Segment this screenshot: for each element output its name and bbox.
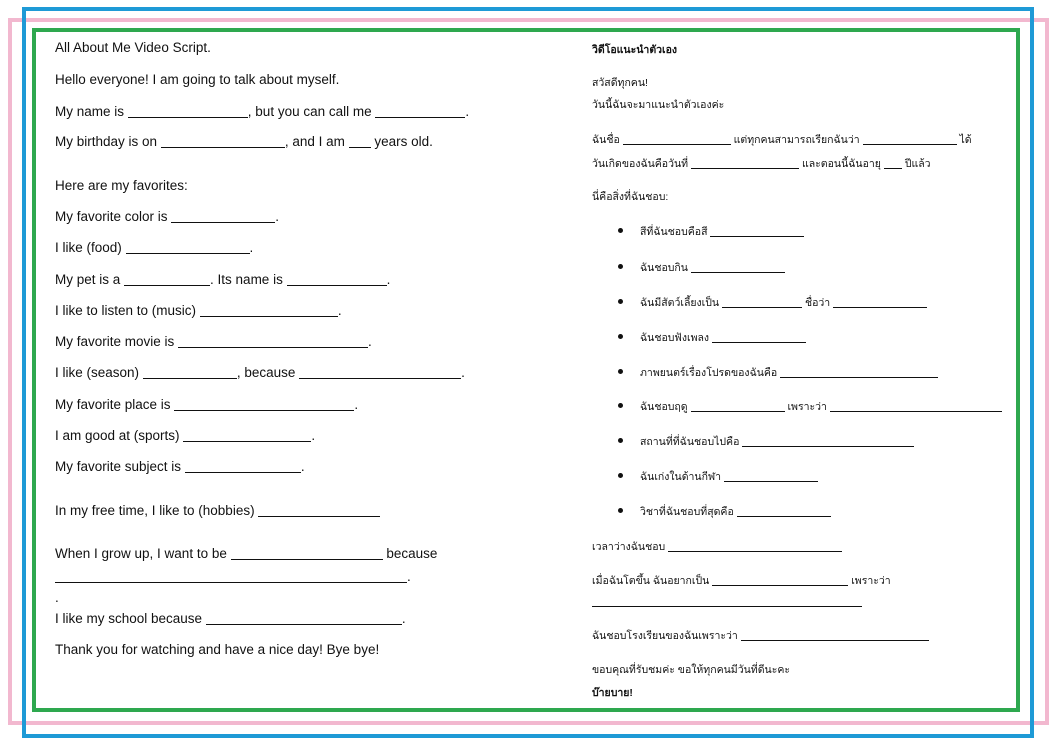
age-label: , and I am bbox=[284, 134, 345, 149]
thai-sports-blank[interactable] bbox=[724, 480, 818, 482]
thai-season-label: ฉันชอบฤดู bbox=[640, 401, 688, 413]
nickname-label: , but you can call me bbox=[247, 104, 372, 119]
sports-label: I am good at (sports) bbox=[55, 428, 180, 443]
food-label: I like (food) bbox=[55, 240, 122, 255]
movie-period: . bbox=[368, 334, 372, 349]
music-line bbox=[55, 303, 342, 318]
name-blank[interactable] bbox=[128, 116, 248, 118]
place-period: . bbox=[354, 397, 359, 412]
thai-birthday-line bbox=[592, 155, 931, 172]
grow-up-line bbox=[55, 546, 437, 561]
thai-season-because-label: เพราะว่า bbox=[787, 401, 827, 413]
thai-food-blank[interactable] bbox=[691, 271, 785, 273]
pet-blank[interactable] bbox=[124, 284, 210, 286]
thai-grow-up-blank[interactable] bbox=[712, 584, 848, 586]
pet-name-label: . Its name is bbox=[210, 272, 283, 287]
school-blank[interactable] bbox=[206, 623, 402, 625]
thai-grow-up-reason-blank[interactable] bbox=[592, 605, 862, 607]
movie-label: My favorite movie is bbox=[55, 334, 175, 349]
thai-subject-label: วิชาที่ฉันชอบที่สุดคือ bbox=[640, 506, 734, 518]
thai-name-line bbox=[592, 131, 972, 148]
closing-line: Thank you for watching and have a nice day! Bye bye! bbox=[55, 642, 380, 657]
sports-blank[interactable] bbox=[183, 440, 311, 442]
season-blank[interactable] bbox=[143, 377, 237, 379]
school-line bbox=[55, 611, 406, 626]
color-period: . bbox=[275, 209, 280, 224]
thai-season-reason-blank[interactable] bbox=[830, 410, 1002, 412]
pet-name-blank[interactable] bbox=[287, 284, 387, 286]
favorites-heading: Here are my favorites: bbox=[55, 178, 188, 193]
thai-food-item bbox=[640, 259, 785, 276]
thai-name-blank[interactable] bbox=[623, 143, 731, 145]
thai-place-item bbox=[640, 433, 914, 450]
thai-sports-label: ฉันเก่งในด้านกีฬา bbox=[640, 471, 722, 483]
thai-color-blank[interactable] bbox=[710, 235, 804, 237]
place-blank[interactable] bbox=[174, 409, 354, 411]
grow-up-blank[interactable] bbox=[231, 558, 383, 560]
season-because-label: , because bbox=[236, 365, 296, 380]
name-line bbox=[55, 104, 469, 119]
birthday-line bbox=[55, 134, 433, 149]
stray-dot: . bbox=[55, 590, 59, 605]
grow-up-reason-blank[interactable] bbox=[55, 581, 407, 583]
movie-blank[interactable] bbox=[178, 346, 368, 348]
thai-years-label: ปีแล้ว bbox=[904, 158, 931, 170]
thai-birthday-blank[interactable] bbox=[691, 167, 799, 169]
pet-period: . bbox=[386, 272, 391, 287]
season-line bbox=[55, 365, 465, 380]
music-period: . bbox=[337, 303, 342, 318]
english-title: All About Me Video Script. bbox=[55, 40, 211, 55]
thai-color-item bbox=[640, 223, 804, 240]
sports-line bbox=[55, 428, 315, 443]
age-blank[interactable] bbox=[349, 146, 371, 148]
grow-up-reason-line bbox=[55, 569, 411, 584]
thai-place-blank[interactable] bbox=[742, 445, 914, 447]
thai-sports-item bbox=[640, 468, 818, 485]
thai-music-blank[interactable] bbox=[712, 341, 806, 343]
hobbies-line bbox=[55, 503, 380, 518]
thai-title: วิดีโอแนะนำตัวเอง bbox=[592, 44, 678, 56]
school-period: . bbox=[401, 611, 406, 626]
thai-movie-label: ภาพยนตร์เรื่องโปรดของฉันคือ bbox=[640, 367, 778, 379]
sports-period: . bbox=[311, 428, 316, 443]
thai-greeting: สวัสดีทุกคน! bbox=[592, 77, 648, 89]
thai-pet-name-label: ชื่อว่า bbox=[804, 297, 831, 309]
thai-grow-up-because-label: เพราะว่า bbox=[851, 575, 891, 587]
thai-pet-item bbox=[640, 294, 927, 311]
food-period: . bbox=[249, 240, 254, 255]
thai-grow-up-label: เมื่อฉันโตขึ้น ฉันอยากเป็น bbox=[592, 575, 710, 587]
thai-name-label: ฉันชื่อ bbox=[592, 134, 620, 146]
thai-food-label: ฉันชอบกิน bbox=[640, 262, 688, 274]
season-period: . bbox=[461, 365, 465, 380]
thai-hobbies-blank[interactable] bbox=[668, 550, 842, 552]
thai-pet-name-blank[interactable] bbox=[833, 306, 927, 308]
thai-music-label: ฉันชอบฟังเพลง bbox=[640, 332, 710, 344]
color-blank[interactable] bbox=[171, 221, 275, 223]
years-old-label: years old. bbox=[374, 134, 433, 149]
season-label: I like (season) bbox=[55, 365, 140, 380]
place-label: My favorite place is bbox=[55, 397, 171, 412]
subject-label: My favorite subject is bbox=[55, 459, 182, 474]
color-line bbox=[55, 209, 279, 224]
movie-line bbox=[55, 334, 372, 349]
thai-school-blank[interactable] bbox=[741, 639, 929, 641]
thai-season-item bbox=[640, 398, 1002, 415]
pet-label: My pet is a bbox=[55, 272, 121, 287]
grow-up-period: . bbox=[407, 569, 411, 584]
music-label: I like to listen to (music) bbox=[55, 303, 197, 318]
thai-school-label: ฉันชอบโรงเรียนของฉันเพราะว่า bbox=[592, 630, 738, 642]
thai-intro: วันนี้ฉันจะมาแนะนำตัวเองค่ะ bbox=[592, 99, 725, 111]
thai-nickname-blank[interactable] bbox=[863, 143, 957, 145]
birthday-label: My birthday is on bbox=[55, 134, 158, 149]
thai-birthday-label: วันเกิดของฉันคือวันที่ bbox=[592, 158, 689, 170]
thai-grow-up-reason-line bbox=[592, 596, 862, 608]
subject-period: . bbox=[300, 459, 305, 474]
subject-line bbox=[55, 459, 305, 474]
thai-place-label: สถานที่ที่ฉันชอบไปคือ bbox=[640, 436, 740, 448]
thai-thanks-line: ขอบคุณที่รับชมค่ะ ขอให้ทุกคนมีวันที่ดีนะคะ bbox=[592, 664, 790, 676]
thai-movie-item bbox=[640, 364, 938, 381]
english-intro: Hello everyone! I am going to talk about myself. bbox=[55, 72, 340, 87]
subject-blank[interactable] bbox=[185, 471, 301, 473]
name-period: . bbox=[465, 104, 470, 119]
thai-favorites-heading: นี่คือสิ่งที่ฉันชอบ: bbox=[592, 191, 669, 203]
color-label: My favorite color is bbox=[55, 209, 168, 224]
thai-name-end: ได้ bbox=[959, 134, 972, 146]
thai-season-blank[interactable] bbox=[691, 410, 785, 412]
thai-hobbies-label: เวลาว่างฉันชอบ bbox=[592, 541, 666, 553]
food-blank[interactable] bbox=[126, 252, 250, 254]
grow-up-label: When I grow up, I want to be bbox=[55, 546, 227, 561]
food-line bbox=[55, 240, 253, 255]
hobbies-label: In my free time, I like to (hobbies) bbox=[55, 503, 255, 518]
season-reason-blank[interactable] bbox=[299, 377, 461, 379]
hobbies-blank[interactable] bbox=[258, 515, 380, 517]
thai-music-item bbox=[640, 329, 806, 346]
school-label: I like my school because bbox=[55, 611, 203, 626]
thai-subject-item bbox=[640, 503, 831, 520]
thai-color-label: สีที่ฉันชอบคือสี bbox=[640, 226, 708, 238]
name-label: My name is bbox=[55, 104, 125, 119]
thai-age-blank[interactable] bbox=[884, 167, 902, 169]
grow-up-because-label: because bbox=[386, 546, 438, 561]
thai-age-label: และตอนนี้ฉันอายุ bbox=[801, 158, 881, 170]
thai-school-line bbox=[592, 627, 929, 644]
thai-pet-label: ฉันมีสัตว์เลี้ยงเป็น bbox=[640, 297, 720, 309]
thai-movie-blank[interactable] bbox=[780, 376, 938, 378]
thai-subject-blank[interactable] bbox=[737, 515, 831, 517]
thai-pet-blank[interactable] bbox=[722, 306, 802, 308]
place-line bbox=[55, 397, 358, 412]
birthday-blank[interactable] bbox=[161, 146, 285, 148]
thai-grow-up-line bbox=[592, 572, 891, 589]
nickname-blank[interactable] bbox=[375, 116, 465, 118]
music-blank[interactable] bbox=[200, 315, 338, 317]
pet-line bbox=[55, 272, 390, 287]
thai-nickname-label: แต่ทุกคนสามารถเรียกฉันว่า bbox=[733, 134, 860, 146]
thai-hobbies-line bbox=[592, 538, 842, 555]
thai-bye-line: บ๊ายบาย! bbox=[592, 687, 633, 699]
